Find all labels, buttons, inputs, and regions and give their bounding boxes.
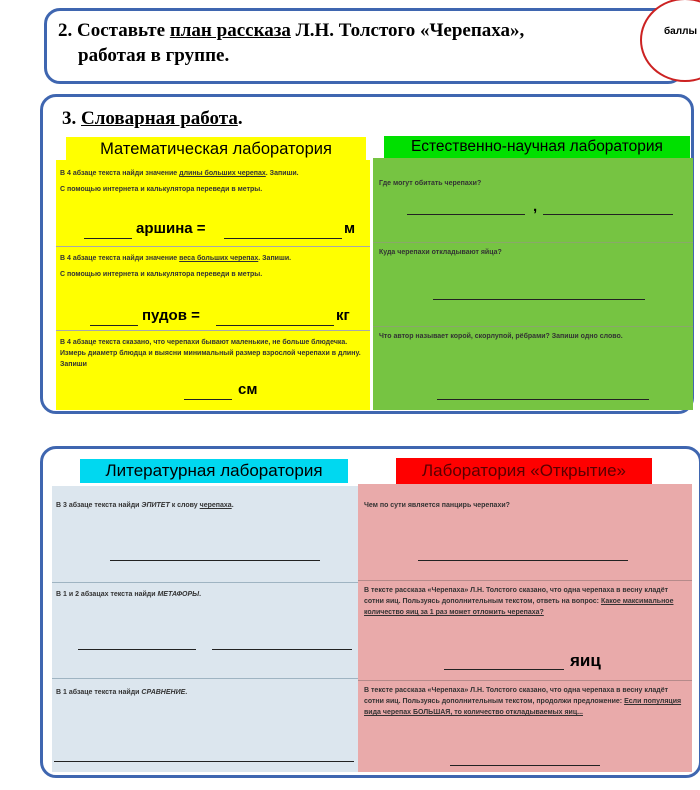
lit-q3 <box>56 687 356 698</box>
task-2-number: 2. <box>58 20 73 41</box>
lit-q3-italic: СРАВНЕНИЕ <box>141 689 186 696</box>
math-cell-3 <box>56 330 370 410</box>
eggs-unit: яиц <box>570 651 601 670</box>
task-3-number: 3. <box>62 108 77 129</box>
answer-line[interactable] <box>433 299 645 300</box>
math-q2-instruction: С помощью интернета и калькулятора переведи в метры. <box>60 271 263 278</box>
open-q1: Чем по сути является панцирь черепахи? <box>364 502 510 509</box>
lit-lab-header: Литературная лаборатория <box>80 459 348 483</box>
open-q3 <box>364 685 688 718</box>
pud-label: пудов = <box>142 307 200 324</box>
kg-unit: кг <box>336 307 350 324</box>
nature-q1: Где могут обитать черепахи? <box>379 180 482 187</box>
answer-line[interactable] <box>84 238 132 239</box>
nature-cell-1 <box>373 158 693 242</box>
nature-cell-2 <box>373 242 693 326</box>
lit-q2-italic: МЕТАФОРЫ <box>157 591 200 598</box>
nature-lab-header: Естественно-научная лаборатория <box>384 136 690 158</box>
lit-q3-text: . <box>185 689 188 696</box>
comma: , <box>533 198 538 215</box>
answer-line[interactable] <box>437 399 649 400</box>
answer-line[interactable] <box>418 560 628 561</box>
lit-q1-italic: ЭПИТЕТ <box>141 502 170 509</box>
task-2-text-part: Л.Н. Толстого «Черепаха», <box>295 20 525 41</box>
lit-q1-text: В 3 абзаце текста найди <box>56 502 140 509</box>
lit-cell-2 <box>52 582 358 678</box>
open-cell-3 <box>358 680 692 772</box>
score-label: баллы <box>664 26 697 37</box>
math-q1 <box>60 168 360 179</box>
answer-line[interactable] <box>450 765 600 766</box>
open-lab-panel <box>358 484 692 772</box>
open-q3-underlined: Если популяция вида черепах БОЛЬШАЯ, то количество откладываемых яиц... <box>364 698 682 716</box>
math-q2 <box>60 253 360 264</box>
answer-line[interactable] <box>543 214 673 215</box>
task-3-title <box>62 108 243 130</box>
task-2-text-part: работая в группе. <box>78 45 230 66</box>
open-q2-underlined: Какое максимальное количество яиц за 1 раз может отложить черепаха? <box>364 598 674 616</box>
nature-lab-panel <box>373 158 693 410</box>
math-q2-text: . Запиши. <box>258 255 292 262</box>
open-cell-2 <box>358 580 692 680</box>
math-q3: В 4 абзаце текста сказано, что черепахи бывают маленькие, не больше блюдечка. Измерь диаметр блюдца и выясни минимальный размер взрослой черепахи в длину. Запиши <box>60 339 361 368</box>
lit-cell-1 <box>52 486 358 582</box>
open-q3-text: В тексте рассказа «Черепаха» Л.Н. Толстого сказано, что одна черепаха в весну кладёт сотни яиц. Пользуясь дополнительным текстом, продолжи предложение: <box>364 687 669 705</box>
math-lab-panel <box>56 160 370 410</box>
lit-q1-text: . <box>231 502 234 509</box>
answer-line[interactable] <box>54 761 354 762</box>
math-q2-underlined: веса больших черепах <box>179 255 259 262</box>
math-lab-header: Математическая лаборатория <box>66 137 366 161</box>
task-2-underlined: план рассказа <box>169 20 291 41</box>
answer-line[interactable] <box>184 399 232 400</box>
lit-cell-3 <box>52 678 358 772</box>
lit-q2-text: . <box>199 591 202 598</box>
answer-line[interactable] <box>444 669 564 670</box>
math-q1-underlined: длины больших черепах <box>179 170 266 177</box>
open-q2-text: В тексте рассказа «Черепаха» Л.Н. Толстого сказано, что одна черепаха в весну кладёт сотни яиц. Пользуясь дополнительным текстом, ответь на вопрос: <box>364 587 669 605</box>
answer-line[interactable] <box>90 325 138 326</box>
lit-q1-underlined: черепаха <box>199 502 232 509</box>
math-q1-text: В 4 абзаце текста найди значение <box>60 170 178 177</box>
nature-q2: Куда черепахи откладывают яйца? <box>379 249 502 256</box>
math-q2-text: В 4 абзаце текста найди значение <box>60 255 178 262</box>
arshin-label: аршина = <box>136 220 206 237</box>
open-q2 <box>364 585 688 618</box>
nature-q3: Что автор называет корой, скорлупой, рёбрами? Запиши одно слово. <box>379 333 623 340</box>
meter-unit: м <box>344 220 356 237</box>
task-3-dot: . <box>237 108 243 129</box>
math-q1-instruction: С помощью интернета и калькулятора переведи в метры. <box>60 186 263 193</box>
math-cell-2 <box>56 246 370 330</box>
math-q1-text: . Запиши. <box>265 170 299 177</box>
answer-line[interactable] <box>212 649 352 650</box>
lit-q2 <box>56 589 356 600</box>
task-3-title-text: Словарная работа <box>81 108 238 129</box>
open-cell-1 <box>358 484 692 580</box>
lit-q2-text: В 1 и 2 абзацах текста найди <box>56 591 156 598</box>
cm-unit: см <box>238 381 258 398</box>
lit-lab-panel <box>52 486 358 772</box>
answer-line[interactable] <box>224 238 342 239</box>
nature-cell-3 <box>373 326 693 410</box>
answer-line[interactable] <box>78 649 196 650</box>
open-lab-header: Лаборатория «Открытие» <box>396 458 652 484</box>
answer-line[interactable] <box>407 214 525 215</box>
lit-q3-text: В 1 абзаце текста найди <box>56 689 140 696</box>
answer-line[interactable] <box>110 560 320 561</box>
task-2-text <box>58 18 618 68</box>
task-2-text-part: Составьте <box>77 20 166 41</box>
math-cell-1 <box>56 160 370 246</box>
answer-line[interactable] <box>216 325 334 326</box>
lit-q1 <box>56 500 356 511</box>
lit-q1-text: к слову <box>171 502 198 509</box>
